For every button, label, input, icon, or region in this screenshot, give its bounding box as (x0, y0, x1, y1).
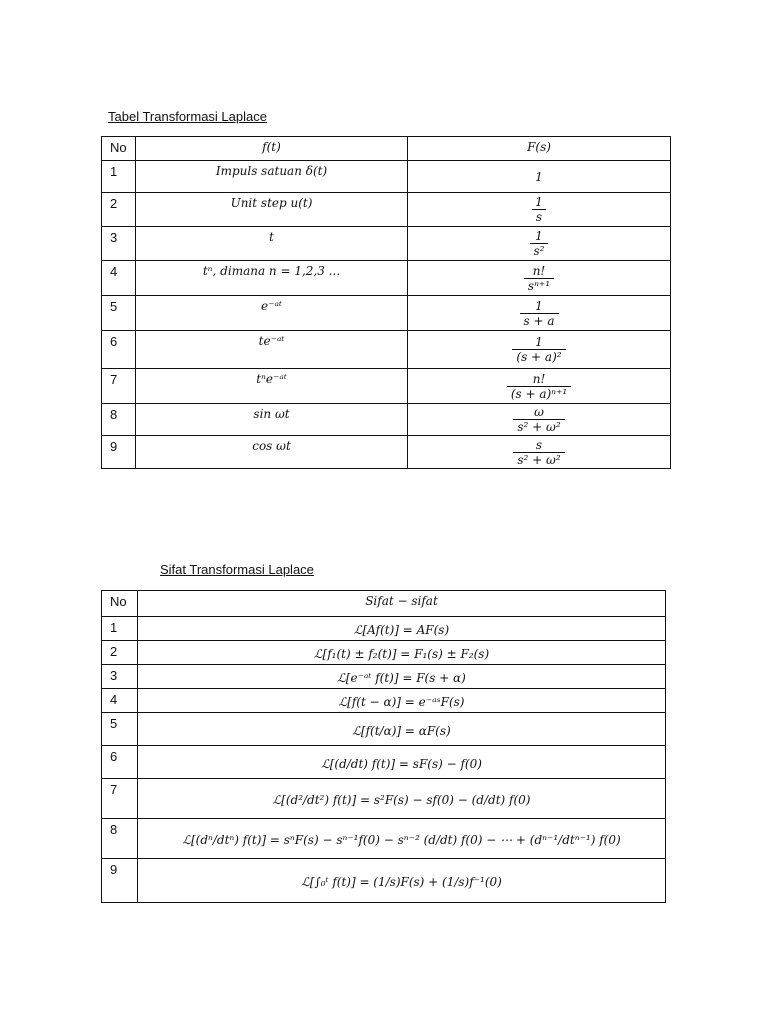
laplace-properties-table (101, 590, 666, 903)
row-number: 3 (102, 665, 138, 689)
property-formula: ℒ[f(t − α)] = e⁻ᵃˢF(s) (138, 689, 666, 713)
row-number: 9 (102, 859, 138, 903)
row-number: 5 (102, 296, 136, 331)
row-number: 2 (102, 641, 138, 665)
row-number: 4 (102, 689, 138, 713)
laplace-function (408, 331, 671, 369)
table-row (102, 746, 666, 779)
time-function: Unit step u(t) (136, 193, 408, 227)
fraction-numerator: s (535, 437, 543, 452)
table-row (102, 617, 666, 641)
time-function: tⁿe⁻ᵃᵗ (136, 369, 408, 404)
laplace-function (408, 404, 671, 436)
fraction (520, 299, 559, 328)
table-row (102, 261, 671, 296)
row-number: 1 (102, 161, 136, 193)
fraction-numerator: 1 (535, 169, 543, 184)
header-no: No (102, 591, 138, 617)
laplace-function (408, 227, 671, 261)
laplace-function (408, 369, 671, 404)
time-function: cos ωt (136, 436, 408, 469)
row-number: 1 (102, 617, 138, 641)
row-number: 2 (102, 193, 136, 227)
time-function: tⁿ, dimana n = 1,2,3 ... (136, 261, 408, 296)
row-number: 6 (102, 331, 136, 369)
fraction-denominator: s² (530, 243, 549, 258)
laplace-transform-table (101, 136, 671, 469)
table-row (102, 859, 666, 903)
fraction (512, 335, 565, 364)
fraction-denominator: s (532, 209, 546, 224)
fraction-numerator: 1 (535, 229, 543, 243)
fraction (513, 438, 564, 467)
fraction-numerator: ω (534, 405, 544, 419)
laplace-function (408, 296, 671, 331)
laplace-function (408, 261, 671, 296)
laplace-function (408, 161, 671, 193)
laplace-table-title: Tabel Transformasi Laplace (108, 109, 267, 124)
time-function: Impuls satuan δ(t) (136, 161, 408, 193)
row-number: 7 (102, 779, 138, 819)
table-row (102, 819, 666, 859)
fraction-numerator: n! (532, 371, 546, 386)
fraction (513, 405, 564, 434)
fraction-denominator: s + a (520, 313, 559, 328)
table-row (102, 779, 666, 819)
table-row (102, 665, 666, 689)
row-number: 4 (102, 261, 136, 296)
properties-table-title: Sifat Transformasi Laplace (160, 562, 314, 577)
row-number: 6 (102, 746, 138, 779)
fraction (530, 229, 549, 258)
table-header-row (102, 591, 666, 617)
property-formula: ℒ[(dⁿ/dtⁿ) f(t)] = sⁿF(s) − sⁿ⁻¹f(0) − sⁿ⁻² (d/dt) f(0) − ⋯ + (dⁿ⁻¹/dtⁿ⁻¹) f(0) (138, 819, 666, 859)
fraction-numerator: 1 (535, 298, 543, 313)
fraction-numerator: 1 (535, 335, 543, 349)
table-row (102, 689, 666, 713)
table-row (102, 436, 671, 469)
row-number: 9 (102, 436, 136, 469)
fraction-denominator: (s + a)² (512, 349, 565, 364)
table-row (102, 713, 666, 746)
time-function: e⁻ᵃᵗ (136, 296, 408, 331)
laplace-function (408, 193, 671, 227)
property-formula: ℒ[f₁(t) ± f₂(t)] = F₁(s) ± F₂(s) (138, 641, 666, 665)
header-sifat: Sifat − sifat (138, 591, 666, 617)
table-row (102, 296, 671, 331)
fraction-numerator: n! (532, 263, 546, 278)
table-row (102, 369, 671, 404)
header-no: No (102, 137, 136, 161)
header-ft: f(t) (136, 137, 408, 161)
fraction (524, 264, 554, 293)
table-row (102, 227, 671, 261)
row-number: 3 (102, 227, 136, 261)
fraction-denominator: (s + a)ⁿ⁺¹ (507, 386, 571, 401)
row-number: 5 (102, 713, 138, 746)
table-row (102, 193, 671, 227)
row-number: 7 (102, 369, 136, 404)
row-number: 8 (102, 404, 136, 436)
time-function: t (136, 227, 408, 261)
fraction-numerator: 1 (535, 195, 543, 209)
property-formula: ℒ[f(t/α)] = αF(s) (138, 713, 666, 746)
row-number: 8 (102, 819, 138, 859)
time-function: te⁻ᵃᵗ (136, 331, 408, 369)
fraction (507, 372, 571, 401)
table-row (102, 404, 671, 436)
laplace-function (408, 436, 671, 469)
fraction-denominator: sⁿ⁺¹ (524, 278, 554, 293)
table-row (102, 331, 671, 369)
header-fs: F(s) (408, 137, 671, 161)
property-formula: ℒ[(d/dt) f(t)] = sF(s) − f(0) (138, 746, 666, 779)
table-row (102, 641, 666, 665)
fraction (531, 170, 547, 184)
property-formula: ℒ[e⁻ᵃᵗ f(t)] = F(s + α) (138, 665, 666, 689)
fraction-denominator: s² + ω² (513, 419, 564, 434)
property-formula: ℒ[∫₀ᵗ f(t)] = (1/s)F(s) + (1/s)f⁻¹(0) (138, 859, 666, 903)
property-formula: ℒ[Af(t)] = AF(s) (138, 617, 666, 641)
table-row (102, 161, 671, 193)
fraction (531, 195, 547, 224)
time-function: sin ωt (136, 404, 408, 436)
property-formula: ℒ[(d²/dt²) f(t)] = s²F(s) − sf(0) − (d/dt) f(0) (138, 779, 666, 819)
table-header-row (102, 137, 671, 161)
fraction-denominator: s² + ω² (513, 452, 564, 467)
